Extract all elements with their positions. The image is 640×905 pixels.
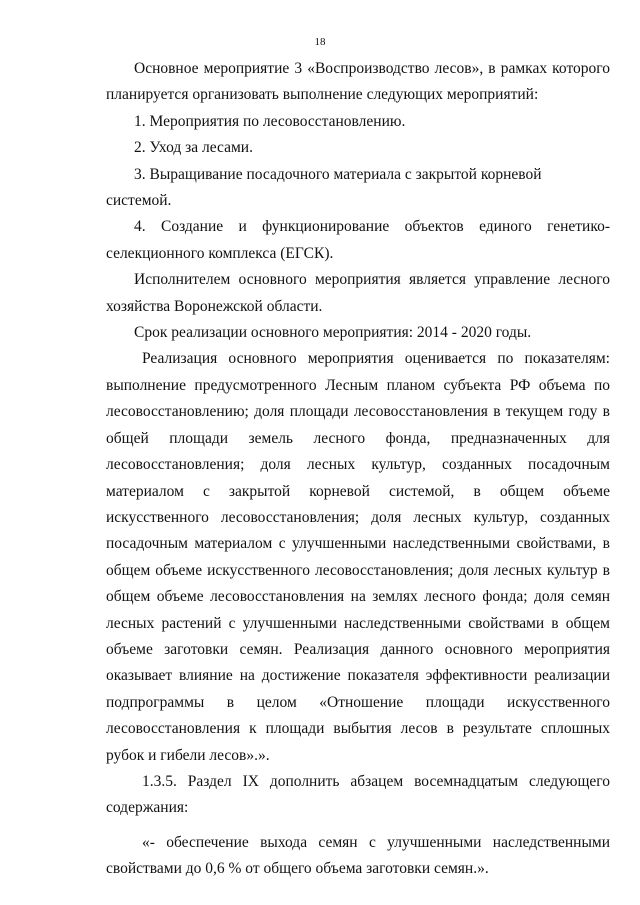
paragraph-main-activity: Основное мероприятие 3 «Воспроизводство лесов», в рамках которого планируется организовать выполнение следующих мероприятий: — [106, 60, 610, 104]
paragraph-executor: Исполнителем основного мероприятия является управление лесного хозяйства Воронежской области. — [106, 271, 610, 315]
paragraph-term: Срок реализации основного мероприятия: 2014 - 2020 годы. — [134, 324, 532, 342]
list-item-reforestation: 1. Мероприятия по лесовосстановлению. — [134, 112, 406, 130]
page-number: 18 — [314, 36, 326, 48]
paragraph-section-amendment: 1.3.5. Раздел IX дополнить абзацем восемнадцатым следующего содержания: — [106, 772, 610, 817]
list-item-seedling-growing: 3. Выращивание посадочного материала с закрытой корневой системой. — [106, 165, 542, 210]
list-item-forest-care: 2. Уход за лесами. — [134, 139, 253, 157]
paragraph-indicators: Реализация основного мероприятия оценивается по показателям: выполнение предусмотренного Лесным планом субъекта РФ объема по лесовосстановлению; доля площади лесовосстановления в текущем году в общей площади земель лесного фонда, предназначенных для лесовосстановления; доля лесных культур, созданных посадочным материалом с закрытой корневой системой, в общем объеме искусственного лесовосстановления; доля лесных культур, созданных посадочным материалом с улучшенными наследственными свойствами, в общем объеме искусственного лесовосстановления; доля лесных культур в общем объеме лесовосстановления на землях лесного фонда; доля семян лесных растений с улучшенными наследственными свойствами в общем объеме заготовки семян. Реализация данного основного мероприятия оказывает влияние на достижение показателя эффективности реализации подпрограммы в целом «Отношение площади искусственного лесовосстановления к площади выбытия лесов в результате сплошных рубок и гибели лесов».». — [106, 350, 610, 764]
document-body — [106, 56, 610, 883]
paragraph-quote: «- обеспечение выхода семян с улучшенными наследственными свойствами до 0,6 % от общего объема заготовки семян.». — [106, 833, 610, 878]
list-item-egsk: 4. Создание и функционирование объектов единого генетико-селекционного комплекса (ЕГСК). — [106, 218, 610, 262]
